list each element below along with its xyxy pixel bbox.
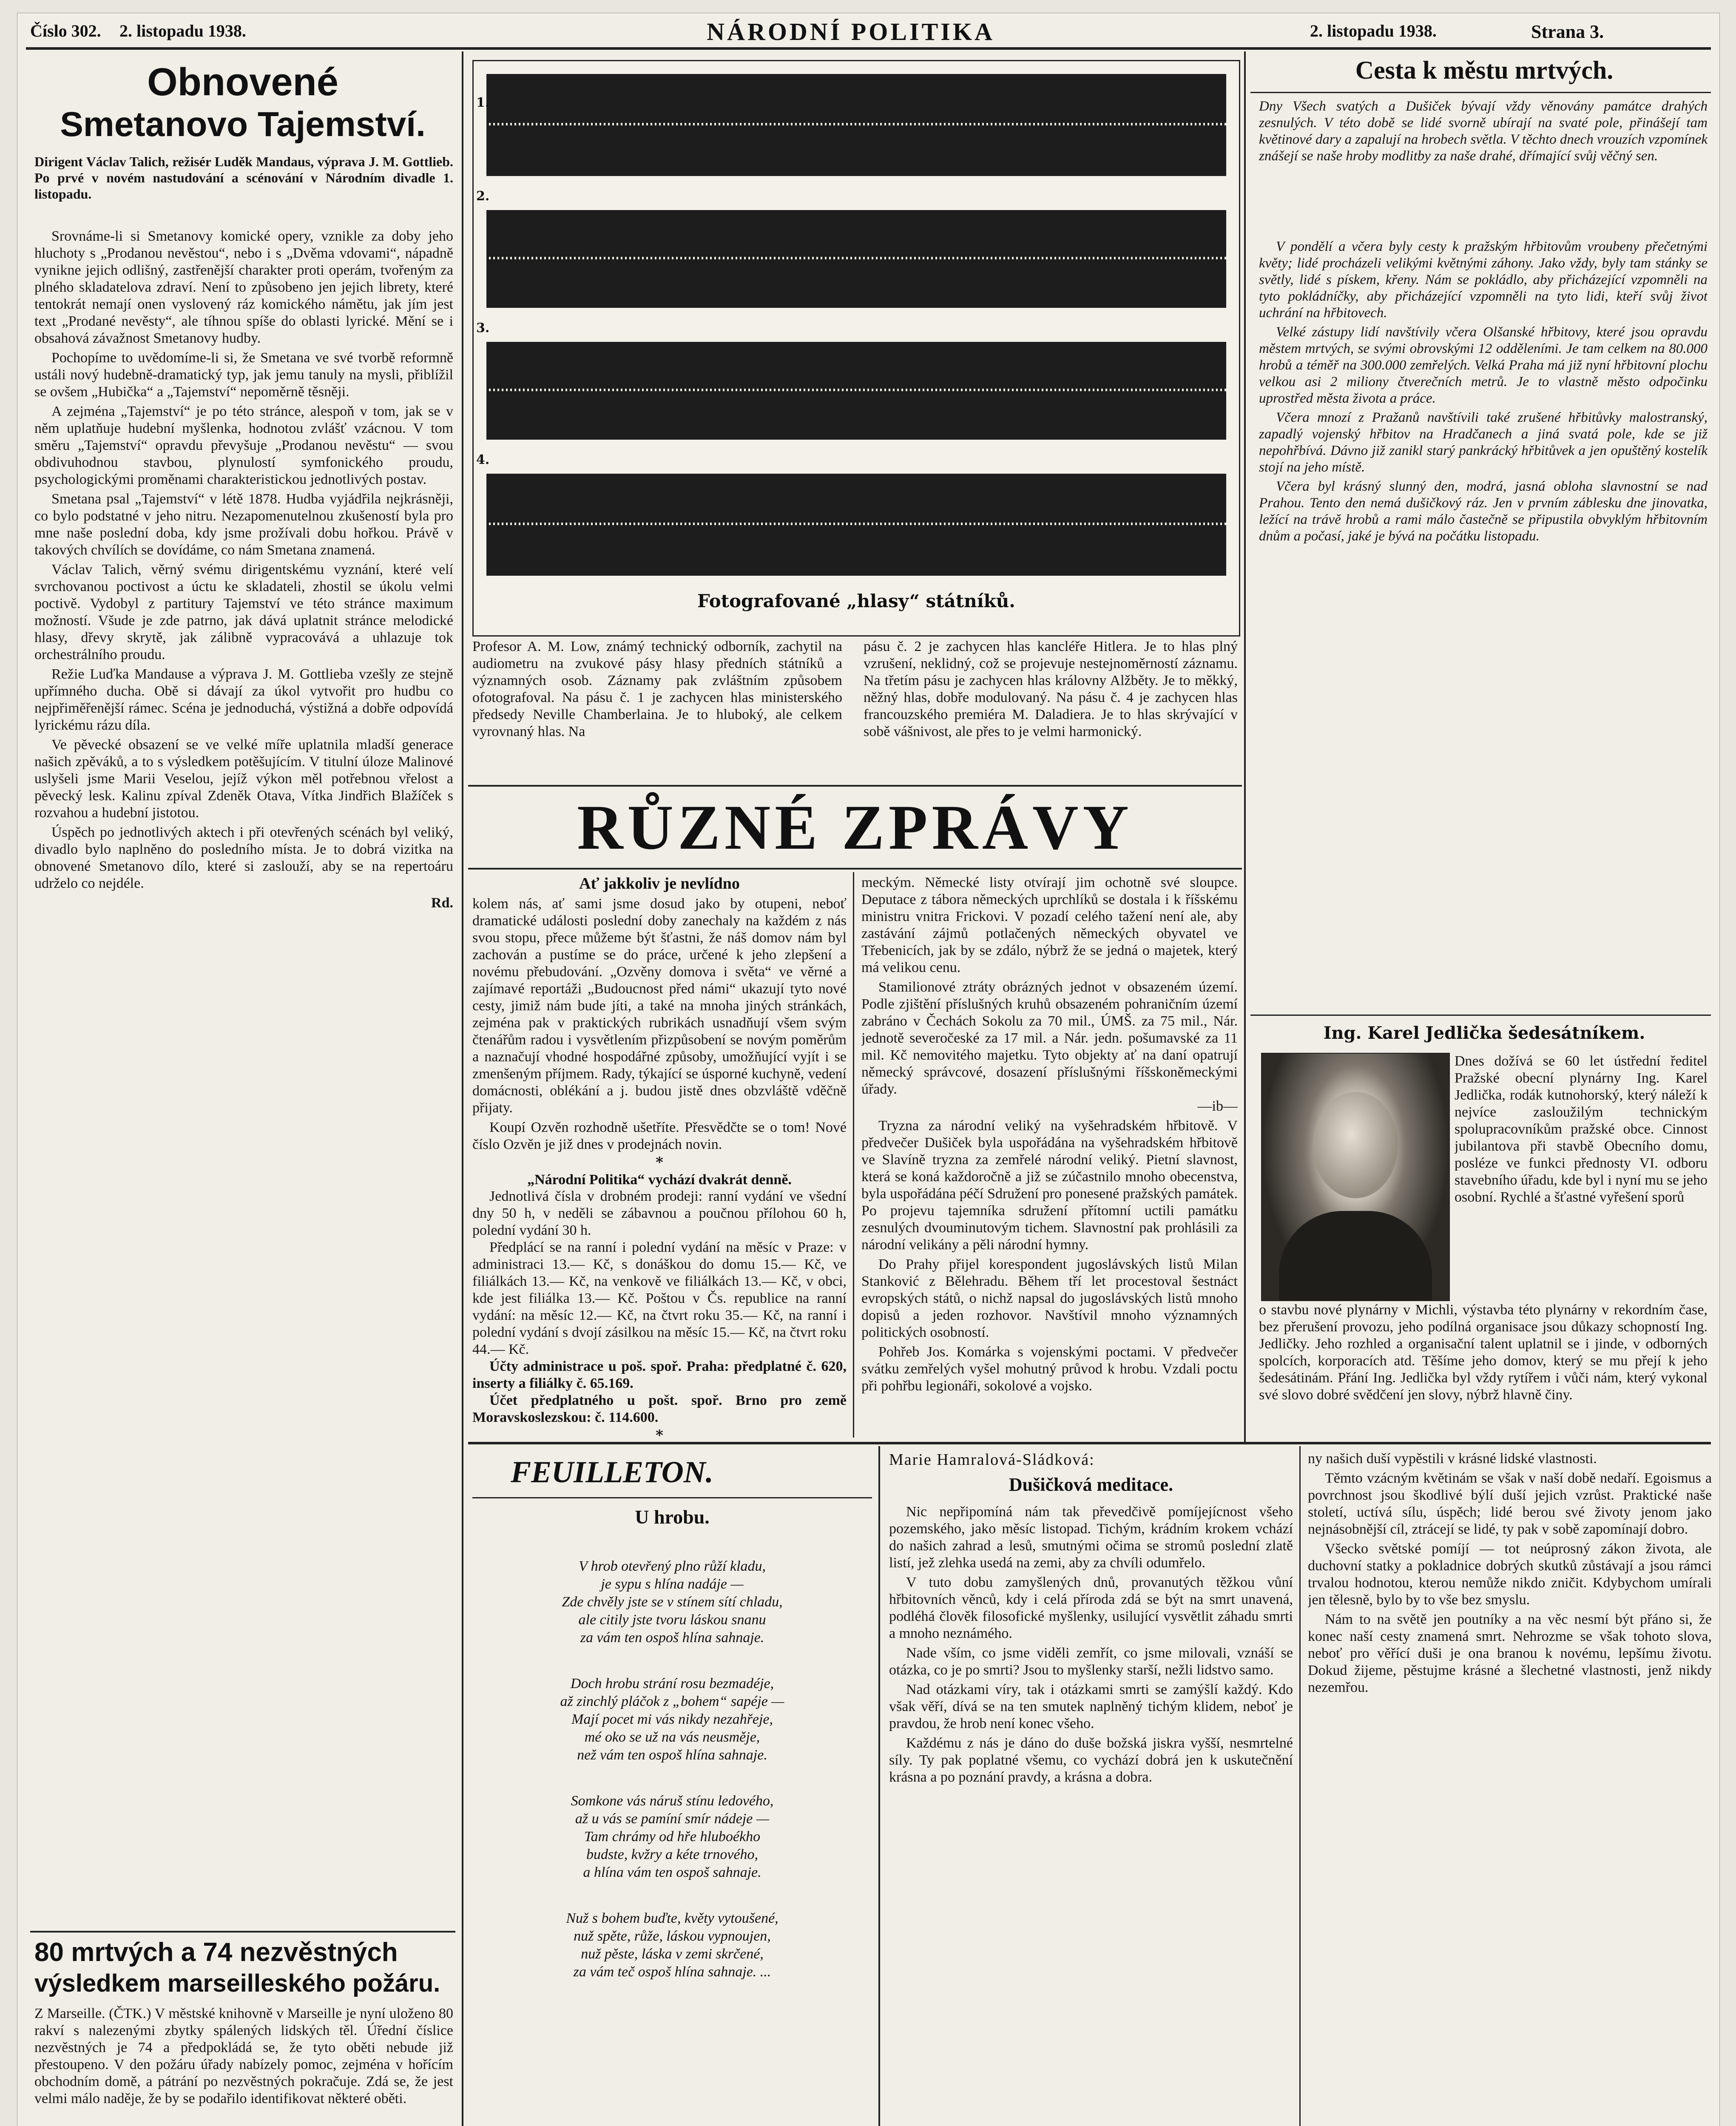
header-date-left: 2. listopadu 1938. bbox=[119, 21, 246, 40]
news-body: Předplácí se na ranní i polední vydání na měsíc v Praze: v administraci 13.— Kč, s donáškou do domu 15.— Kč, ve filiálkách 13.— Kč, na venkově ve filiálkách 13.— Kč, v obci, kde jest filiálka 13.— Kč. Poštou v Čs. republice na ranní vydání: na měsíc 12.— Kč, na čtvrt roku 35.— Kč, na ranní i polední vydání s dvojí zásilkou na měsíc 15.— Kč, na čtvrt roku 44.— Kč. bbox=[472, 1239, 847, 1357]
voice-photo bbox=[472, 60, 1240, 637]
paragraph: V tuto dobu zamyšlených dnů, provanutých těžkou vůní hřbitovních věnců, kdy i celá příroda zdá se být na smrt unavená, podléhá člověk filosofické myšlenky, usilující vysvětlit záhadu smrti a mnoho neznámého. bbox=[889, 1575, 1293, 1641]
paragraph: ny našich duší vypěstili v krásné lidské vlastnosti. bbox=[1308, 1451, 1597, 1467]
paragraph: Režie Luďka Mandause a výprava J. M. Gottlieba vzešly ze stejně upřímného ducha. Obě si dávají za úkol vytvořit pro hudbu co nejpřiměřenější rámec. Scéna je jednoduchá, výstižná a dobře odpovídá lyrickému rázu díla. bbox=[34, 666, 453, 733]
poem bbox=[472, 1540, 872, 2126]
news-body: meckým. Německé listy otvírají jim ochotně své sloupce. Deputace z tábora německých uprchlíků se dostala i k říšskému ministru vnitra Frickovi. V pozadí celého tažení není ale, aby zastávání zájmů potlačených německých obyvatel ve Třebenicích, jak by se zdálo, nýbrž že se jedná o majetek, který má velikou cenu. bbox=[861, 875, 1238, 975]
col4-title: Cesta k městu mrtvých. bbox=[1355, 56, 1614, 84]
paragraph: Nám to na světě jen poutníky a na věc nesmí být přáno si, že konec naší cesty znamená smrt. Nehrozme se však tohoto slova, neboť pro věřící duši je ona branou k novému, lepšímu životu. Dokud žijeme, pěstujme krásné a šlechetné vlastnosti, jenž nikdy nezemřou. bbox=[1308, 1612, 1712, 1695]
paragraph: Nad otázkami víry, tak i otázkami smrti se zamýšlí každý. Kdo však věří, dívá se na ten smutek naplněný tichým klidem, neboť je pravdou, že hrob není konec všeho. bbox=[889, 1682, 1293, 1731]
column-rule bbox=[1244, 51, 1246, 1442]
news-banner: RŮZNÉ ZPRÁVY bbox=[577, 792, 1133, 863]
paragraph: Velké zástupy lidí navštívily včera Olšanské hřbitovy, které jsou opravdu městem mrtvých, se svými obrovskými 12 odděleními. Je tam celkem na 80.000 hrobů a téměř na 300.000 zemřelých. Velká Praha má již nyní hřbitovní plochu velkou asi 2 miliony čtverečních metrů. Je to vlastně město odpočinku uprostřed města života a práce. bbox=[1259, 324, 1708, 406]
paragraph: Všecko světské pomíjí — tot neúprosný zákon života, ale duchovní statky a pokladnice dobrých skutků zůstávají a jsou rámci trvalou hodnotou, kterou nemůže nikdo zničit. Kdybychom umírali jen tělesně, bylo by to vše bez smyslu. bbox=[1308, 1541, 1712, 1608]
meditace-title: Dušičková meditace. bbox=[1009, 1474, 1173, 1495]
header-issue: Číslo 302. bbox=[30, 21, 101, 40]
meditace-col-left bbox=[889, 1504, 1293, 2126]
column-rule bbox=[853, 872, 854, 1438]
section-rule bbox=[1250, 1015, 1711, 1016]
article-signature: Rd. bbox=[431, 895, 453, 911]
voice-band bbox=[486, 210, 1226, 308]
section-rule bbox=[468, 868, 1242, 870]
header-rule bbox=[26, 47, 1711, 50]
paragraph: V pondělí a včera byly cesty k pražským hřbitovům vroubeny přečetnými květy; lidé procházeli velikými květnými záhony. Jako vždy, byly tam stánky se světly, lidé s pískem, křeny. Nám se pokládlo, aby přicházející vzpomněli na tyto pokládníčky, aby přicházející vzpomněli na tyto lidi, kteří svůj život uchrání na hřbitovech. bbox=[1259, 239, 1708, 321]
poem-stanza: Nuž s bohem buďte, květy vytoušené, nuž spěte, růže, láskou vypnoujen, nuž pěste, láska v zemi skrčené, za vám teč ospoš hlína sahnaje. ... bbox=[566, 1910, 779, 1980]
article-title-line2: Smetanovo Tajemství. bbox=[60, 105, 426, 144]
jedlicka-portrait bbox=[1261, 1053, 1450, 1301]
jedlicka-title: Ing. Karel Jedlička šedesátníkem. bbox=[1323, 1023, 1645, 1043]
column-rule bbox=[1299, 1446, 1301, 2126]
section-rule bbox=[1250, 92, 1711, 93]
paragraph: Nic nepřipomíná nám tak převedčivě pomíjejícnost všeho pozemského, jako měsíc listopad. Tichým, krádním krokem vchází do našich zahrad a lesů, smutnými očima se stromů poslední zlatě listí, jež zlehka usedá na zemi, aby za chvíli odumřelo. bbox=[889, 1504, 1293, 1571]
news-body: Koupí Ozvěn rozhodně ušetříte. Přesvědčte se o tom! Nové číslo Ozvěn je již dnes v prodejnách novin. bbox=[472, 1120, 847, 1152]
separator-asterisk: * bbox=[656, 1427, 663, 1440]
feuilleton-title: FEUILLETON. bbox=[511, 1455, 713, 1489]
article-credits: Dirigent Václav Talich, režisér Luděk Mandaus, výprava J. M. Gottlieb. Po prvé v novém nastudování a scénování v Národním divadle 1. listopadu. bbox=[34, 154, 453, 202]
poem-stanza: V hrob otevřený plno růží kladu, je sypu s hlína nadáje — Zde chvěly jste se v stínem sítí chladu, ale citily jste tvoru láskou snanu za vám ten ospoš hlína sahnaje. bbox=[562, 1558, 783, 1646]
fire-title-line2: výsledkem marseilleského požáru. bbox=[34, 1970, 440, 1997]
paragraph: Včera byl krásný slunný den, modrá, jasná obloha slavnostní se nad Prahou. Tento den nemá dušičkový ráz. Jen v prvním záblesku dne jinovatka, ležící na trávě hrobů a rami málo častečně se připustila obvyklým hřbitovním dnům a počasí, jaké je bývá na počátku listopadu. bbox=[1259, 479, 1708, 544]
paragraph: Pochopíme to uvědomíme-li si, že Smetana ve své tvorbě reformně ustáli nový hudebně-dramatický typ, jak jemu tanuly na mysli, přiblížil se ovšem „Hubička“ a „Tajemství“ nepoměrně těsněji. bbox=[34, 350, 453, 400]
paragraph: Ve pěvecké obsazení se ve velké míře uplatnila mladší generace našich zpěváků, a to s výsledkem potěšujícím. V titulní úloze Malinové uslyšeli jsme Marii Veselou, jejíž výkon měl potřebnou vřelost a pěvecký lesk. Kalinu zpíval Zdeněk Otava, Vítka Jindřich Blažíček s rozvahou a hudební jistotou. bbox=[34, 737, 453, 821]
fire-body: Z Marseille. (ČTK.) V městské knihovně v Marseille je nyní uloženo 80 rakví s nalezenými zbytky spálených lidských těl. Úřední číslice nezvěstných je 74 a předpokládá se, že tyto oběti nebude již přestoupeno. V den požáru úřady nabízely pomoc, zejména v hořícím obchodním domě, a pátrání po nezvěstných pokračuje. Zdá se, že jest velmi málo naděje, že by se podařilo identifikovat některé oběti. bbox=[34, 2006, 453, 2106]
news-body: Jednotlivá čísla v drobném prodeji: ranní vydání ve všední dny 50 h, v neděli se zábavnou a poučnou přílohou 60 h, polední vydání 30 h. bbox=[472, 1188, 847, 1238]
col4-body bbox=[1259, 239, 1708, 1004]
band-label: 2. bbox=[476, 189, 490, 204]
poem-stanza: Somkone vás náruš stínu ledového, až u vás se pamíní smír nádeje — Tam chrámy od hře hluboékho budste, kvžry a kéte trnového, a hlína vám ten ospoš sahnaje. bbox=[571, 1793, 774, 1880]
paragraph: Úspěch po jednotlivých aktech i při otevřených scénách byl veliký, divadlo bylo naplněno do posledního místa. Je to dobrá vizitka na obnovené Smetanovo dílo, které si zaslouží, aby se na repertoáru udrželo co nejdéle. bbox=[34, 824, 453, 891]
paragraph: A zejména „Tajemství“ je po této stránce, alespoň v tom, jak se v něm uplatňuje hudební myšlenka, hodnotou zvlášť vzácnou. V tom směru „Tajemství“ opravdu převyšuje „Prodanou nevěstu“ — svou obdivuhodnou stavbou, plynulostí symfonického proudu, psychologickými proměnami charakteristickou jednotlivých postav. bbox=[34, 404, 453, 487]
band-label: 3. bbox=[476, 321, 490, 335]
section-rule bbox=[468, 785, 1242, 787]
paragraph: Smetana psal „Tajemství“ v létě 1878. Hudba vyjádřila nejkrásněji, co bylo podstatné v jeho nitru. Nezapomenutelnou zkušeností byla pro mne naše poslední doba, kdy jsme prožívali dobu hořkou. Právě v takových chvílích se dovídáme, co nám Smetana znamená. bbox=[34, 491, 453, 558]
newspaper-page bbox=[17, 13, 1720, 2126]
jedlicka-body2: o stavbu nové plynárny v Michli, výstavba této plynárny v rekordním čase, bez přerušení provozu, jeho podílná organisace jsou důkazy schopností Ing. Jedličky. Jeho rozhled a organisační talent uplatnil se i jinde, v odborných spolcích, korporacích atd. Těšíme jeho domov, který se mu přejí k jeho šedesátinám. Přání Ing. Jedlička byl vždy rytířem i vůči nám, který vykonal své slovo dobré svědčení jen slovy, nýbrž hlavně činy. bbox=[1259, 1302, 1708, 1403]
paragraph: Srovnáme-li si Smetanovy komické opery, vznikle za doby jeho hluchoty s „Prodanou nevěstou“, nebo i s „Dvěma vdovami“, nápadně vynikne jejich odlišný, zastřenější charakter proti operám, tvořeným za plného skladatelova zdraví. Není to způsobeno jen jejich librety, které tentokrát nemají onen vyslovený ráz komického námětu, jak jím jest text „Prodané nevěsty“, ale tíhnou spíše do oblasti lyrické. Mění se i obsahová závažnost Smetanovy hudby. bbox=[34, 228, 453, 346]
section-rule bbox=[472, 1497, 872, 1498]
header-date-right: 2. listopadu 1938. bbox=[1310, 21, 1437, 40]
news-body: Tryzna za národní veliký na vyšehradském hřbitově. V předvečer Dušiček byla uspořádána na vyšehradském hřbitově ve Slavíně tryzna za zemřelé národní veliký. Pietní slavnost, která se koná každoročně a již se zúčastnilo mnoho obecenstva, byla uspořádána péčí Sdružení pro ponesené pražských památek. Po projevu tajemníka sdružení přítomní uctili památku zesnulých dvouminutovým tichem. Slavnostní pak prohlásili za národní velikány a pěli národní hymny. bbox=[861, 1118, 1238, 1253]
column-rule bbox=[462, 51, 463, 2126]
section-rule bbox=[30, 1931, 455, 1933]
column-rule bbox=[878, 1446, 880, 2126]
meditace-author: Marie Hamralová-Sládková: bbox=[889, 1451, 1095, 1469]
article-body bbox=[34, 228, 453, 1924]
voice-band bbox=[486, 74, 1226, 176]
band-label: 4. bbox=[476, 452, 490, 467]
header-page: Strana 3. bbox=[1531, 21, 1604, 42]
col4-intro: Dny Všech svatých a Dušiček bývají vždy věnovány památce drahých zesnulých. V této době se lidé svorně ubírají na svaté pole, přinášejí tam květinové dary a zapalují na hrobech světla. V těchto dnech vrouzích vzpomínek znášejí se naše hroby modlitby za naše drahé, dřímající svůj věčný sen. bbox=[1259, 99, 1708, 164]
paragraph: Těmto vzácným květinám se však v naší době nedaří. Egoismus a povrchnost jsou škodlivé býlí duší jejich vzrůst. Praktické naše století, uctívá sílu, úspěch; lidé berou své životy jenom jako nejnásobnější cíl, ztrácejí se lidé, ty pak v sobě zapomínají dobro. bbox=[1308, 1470, 1712, 1537]
news-body: Účty administrace u poš. spoř. Praha: předplatné č. 620, inserty a filiálky č. 65.169. bbox=[472, 1359, 847, 1391]
news-body: Do Prahy přijel korespondent jugoslávských listů Milan Stanković z Bělehradu. Během tří let procestoval šestnáct evropských států, o nichž napsal do jugoslávských listů mnoho dopisů a jeden rozhovor. Navštívil mnoho významných politických osobností. bbox=[861, 1256, 1238, 1340]
news-body: Účet předplatného u pošt. spoř. Brno pro země Moravskoslezskou: č. 114.600. bbox=[472, 1393, 847, 1425]
poem-title: U hrobu. bbox=[635, 1506, 710, 1528]
news-title: „Národní Politika“ vychází dvakrát denně. bbox=[527, 1172, 792, 1188]
paragraph: Každému z nás je dáno do duše božská jiskra vyšší, nesmrtelné síly. Ty pak poplatné všemu, co vychází dobrá jen k uskutečnění krásna a po poznání pravdy, a krásna a dobra. bbox=[889, 1735, 1293, 1785]
band-label: 1. bbox=[476, 95, 490, 110]
news-title: Ať jakkoliv je nevlídno bbox=[579, 875, 740, 892]
news-col-left bbox=[472, 874, 847, 1440]
separator-asterisk: * bbox=[656, 1154, 663, 1171]
meditace-col-right bbox=[1308, 1450, 1712, 2126]
masthead: NÁRODNÍ POLITIKA bbox=[707, 18, 995, 45]
photo-text-right: pásu č. 2 je zachycen hlas kancléře Hitlera. Je to hlas plný vzrušení, neklidný, což se projevuje nestejnoměrností záznamu. Na třetím pásu je zachycen hlas královny Alžběty. Je to měkký, něžný hlas, dobře modulovaný. Na pásu č. 4 je zachycen hlas francouzského premiéra M. Daladiera. Je to hlas skrývající v sobě vášnivost, ale přes to je velmi harmonický. bbox=[864, 639, 1238, 739]
section-rule bbox=[468, 1442, 1711, 1444]
news-body: kolem nás, ať sami jsme dosud jako by otupeni, neboť dramatické události poslední doby zanechaly na každém z nás svou stopu, přece můžeme být šťastni, že náš domov nám byl zachován a pustíme se do práce, určené k jeho zlepšení a novému přebudování. „Ozvěny domova i světa“ ve věrné a zajímavé reportáži „Budoucnost před námi“ ukazují tyto nové cesty, jimiž nám bude jíti, a také na mnoha jiných stránkách, zejména pak v praktických rubrikách usnadňují všem svým čtenářům radou i vysvětlením přizpůsobení se novým poměrům a naznačují vhodné hospodářné způsoby, umožňující vyjít i se zmenšeným příjmem. Rady, týkající se úsporné kuchyně, vedení domácnosti, oblékání a j. budou jistě dnes obzvláště vděčně přijaty. bbox=[472, 896, 847, 1116]
fire-title-line1: 80 mrtvých a 74 nezvěstných bbox=[34, 1938, 398, 1967]
news-signature: —ib— bbox=[1197, 1098, 1238, 1114]
paragraph: Včera mnozí z Pražanů navštívili také zrušené hřbitůvky malostranský, zapadlý vojenský hřbitov na Hradčanech a jiná svatá pole, kde se již nepohřbívá. Dávno již zanikl starý pankrácký hřbitůvek a jen opuštěný kostelík stojí na jeho místě. bbox=[1259, 410, 1708, 475]
voice-band bbox=[486, 474, 1226, 576]
news-body: Stamilionové ztráty obrázných jednot v obsazeném území. Podle zjištění příslušných kruhů obsazeném pohraničním území zabráno v Čechách Sokolu za 70 mil., ÚMŠ. za 75 mil., Nár. jednotě severočeské za 17 mil. a Nár. jedn. pošumavské za 11 mil. Kč nemovitého majetku. Tyto objekty ať na daní opatrují německý správcové, dosazení příslušnými říšskoněmeckými úřady. bbox=[861, 979, 1238, 1097]
voice-band bbox=[486, 342, 1226, 440]
photo-text-left: Profesor A. M. Low, známý technický odborník, zachytil na audiometru na zvukové pásy hlasy předních státníků a významných osob. Záznamy pak zvláštním způsobem ofotografoval. Na pásu č. 1 je zachycen hlas ministerského předsedy Neville Chamberlaina. Je to hluboký, ale celkem vyrovnaný hlas. Na bbox=[472, 639, 842, 739]
paragraph: Václav Talich, věrný svému dirigentskému vyznání, které velí svrchovanou poctivost a úctu ke skladateli, zhostil se úkolu velmi poctivě. Vydobyl z partitury Tajemství ve této stránce maximum možností. Všude je zde patrno, jak dává uplatnit stránce melodické hlasy, dřevy skrytě, jak zálibně vypracovává a uhlazuje tok orchestrálního proudu. bbox=[34, 562, 453, 662]
news-col-right bbox=[861, 874, 1238, 1440]
jedlicka-body1: Dnes dožívá se 60 let ústřední ředitel Pražské obecní plynárny Ing. Karel Jedlička, rodák kutnohorský, který náleží k nejvíce zasloužilým technickým spolupracovníkům pražské obce. Cinnost jubilantova při stavbě Obecního domu, posléze ve funkci přednosty VI. odboru stavebního úřadu, kde byl i nyní mu se jeho osobní. Rychlé a šťastné vyřešení sporů bbox=[1455, 1053, 1708, 1205]
article-title-line1: Obnovené bbox=[147, 60, 338, 102]
news-body: Pohřeb Jos. Komárka s vojenskými poctami. V předvečer svátku zemřelých vyšel mohutný průvod k hrobu. Vzdali poctu při pohřbu legionáři, sokolové a vojsko. bbox=[861, 1344, 1238, 1394]
paragraph: Nade vším, co jsme viděli zemřít, co jsme milovali, vznáší se otázka, co je po smrti? Jsou to myšlenky starší, nežli lidstvo samo. bbox=[889, 1645, 1293, 1678]
photo-caption: Fotografované „hlasy“ státníků. bbox=[697, 591, 1015, 611]
poem-stanza: Doch hrobu strání rosu bezmadéje, až zinchlý pláčok z „bohem“ sapéje — Mají pocet mi vás nikdy nezahřeje, mé oko se už na vás neusměje, než vám ten ospoš hlína sahnaje. bbox=[560, 1676, 784, 1763]
